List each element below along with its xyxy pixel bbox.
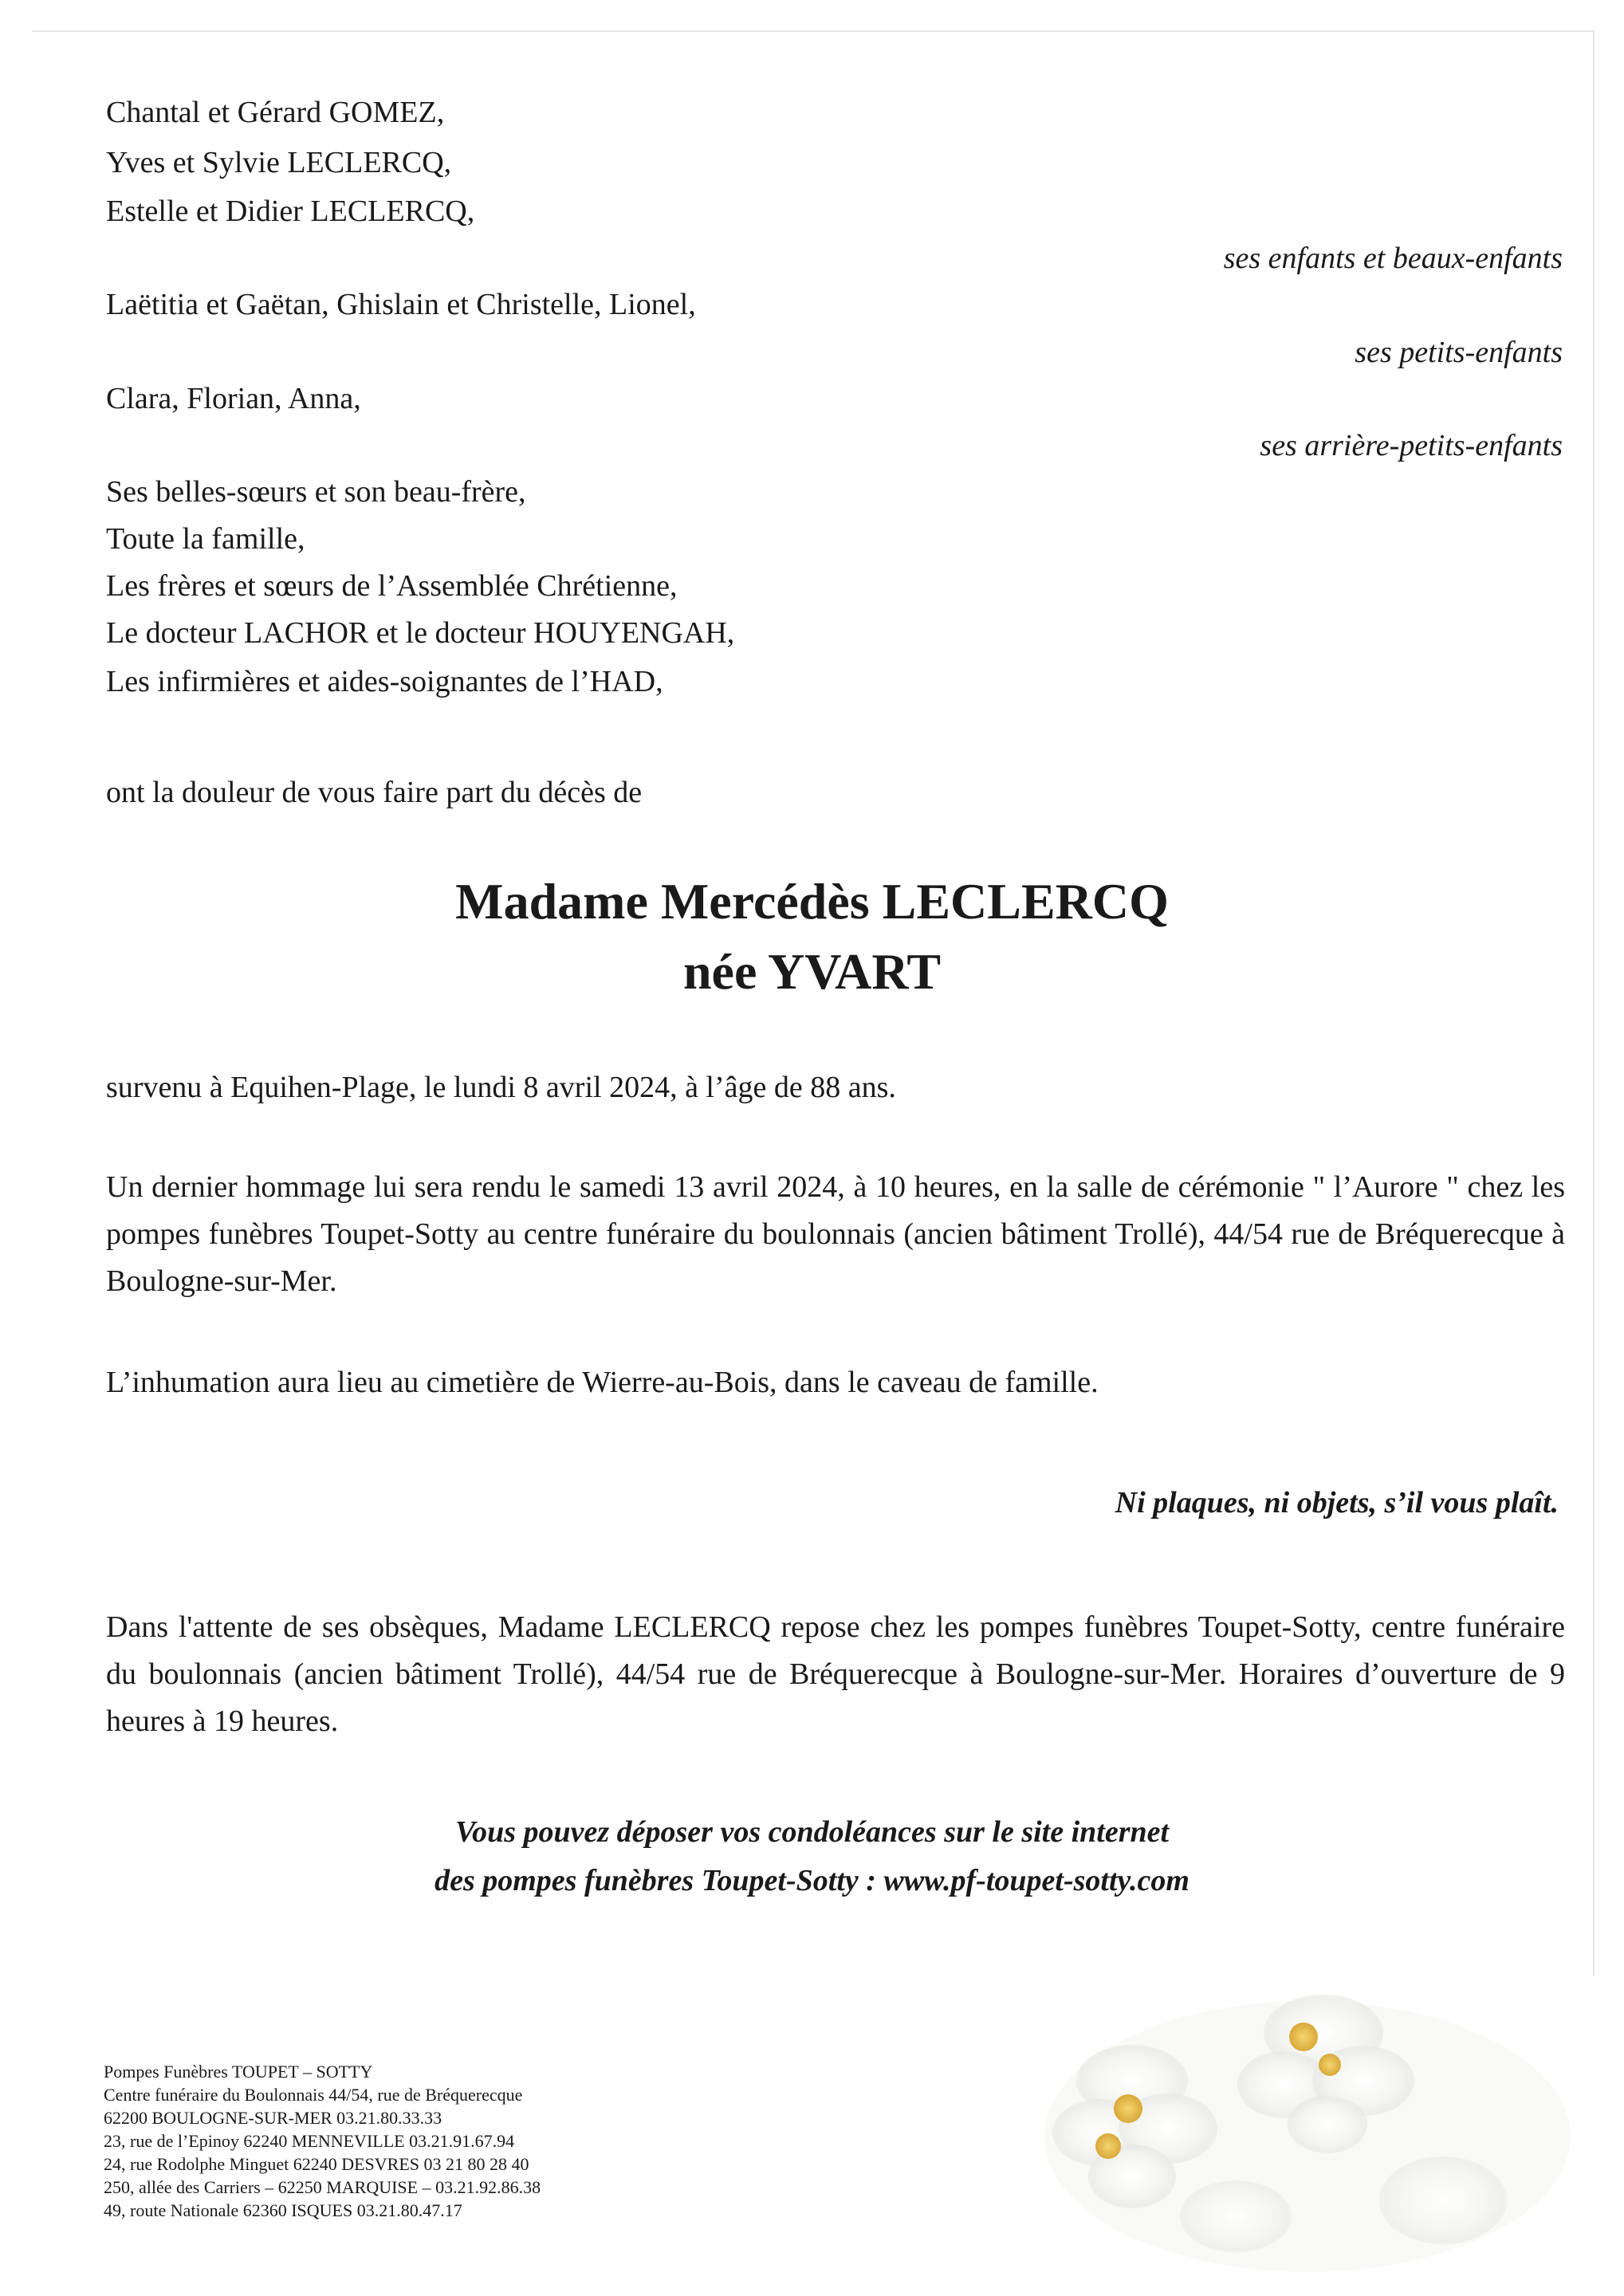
family-name-2: Yves et Sylvie LECLERCQ, bbox=[106, 146, 452, 179]
footer-line-3: 62200 BOULOGNE-SUR-MER 03.21.80.33.33 bbox=[104, 2108, 442, 2128]
others-2: Toute la famille, bbox=[106, 522, 305, 556]
others-3: Les frères et sœurs de l’Assemblée Chrétienne, bbox=[106, 569, 678, 603]
footer-line-5: 24, rue Rodolphe Minguet 62240 DESVRES 03 21 80 28 40 bbox=[104, 2154, 529, 2174]
others-1: Ses belles-sœurs et son beau-frère, bbox=[106, 475, 526, 509]
others-5: Les infirmières et aides-soignantes de l’HAD, bbox=[106, 665, 663, 698]
condolences-line-2: des pompes funèbres Toupet-Sotty : www.pf-toupet-sotty.com bbox=[435, 1864, 1189, 1897]
role-grandchildren: ses petits-enfants bbox=[1355, 336, 1563, 369]
footer-line-1: Pompes Funèbres TOUPET – SOTTY bbox=[104, 2062, 373, 2082]
death-info: survenu à Equihen-Plage, le lundi 8 avril 2024, à l’âge de 88 ans. bbox=[106, 1071, 896, 1104]
announcement: ont la douleur de vous faire part du décès de bbox=[106, 776, 643, 809]
footer-line-2: Centre funéraire du Boulonnais 44/54, rue de Bréquerecque bbox=[104, 2085, 523, 2105]
burial-info: L’inhumation aura lieu au cimetière de Wierre-au-Bois, dans le caveau de famille. bbox=[106, 1366, 1099, 1399]
family-name-1: Chantal et Gérard GOMEZ, bbox=[106, 96, 445, 129]
orchid-flowers-image bbox=[1028, 1961, 1587, 2280]
footer-line-7: 49, route Nationale 62360 ISQUES 03.21.80.47.17 bbox=[104, 2200, 462, 2220]
frame-line-top bbox=[32, 30, 1595, 32]
role-children: ses enfants et beaux-enfants bbox=[1223, 242, 1563, 275]
deceased-maiden-name: née YVART bbox=[682, 943, 942, 1000]
condolences-line-1: Vous pouvez déposer vos condoléances sur le site internet bbox=[454, 1815, 1170, 1849]
footer-line-6: 250, allée des Carriers – 62250 MARQUISE – 03.21.92.86.38 bbox=[104, 2177, 541, 2197]
footer-line-4: 23, rue de l’Epinoy 62240 MENNEVILLE 03.21.91.67.94 bbox=[104, 2131, 515, 2151]
grandchildren: Laëtitia et Gaëtan, Ghislain et Christelle, Lionel, bbox=[106, 288, 696, 321]
role-great-grandchildren: ses arrière-petits-enfants bbox=[1260, 429, 1563, 462]
ceremony-paragraph: Un dernier hommage lui sera rendu le samedi 13 avril 2024, à 10 heures, en la salle de cérémonie " l’Aurore " chez les pompes funèbres Toupet-Sotty au centre funéraire du boulonnais (ancien bâtiment Trollé), 44/54 rue de Bréquerecque à Boulogne-sur-Mer. bbox=[106, 1170, 1565, 1298]
deceased-name: Madame Mercédès LECLERCQ bbox=[455, 873, 1169, 930]
others-4: Le docteur LACHOR et le docteur HOUYENGAH, bbox=[106, 616, 735, 650]
resting-paragraph: Dans l'attente de ses obsèques, Madame LECLERCQ repose chez les pompes funèbres Toupet-Sotty, centre funéraire du boulonnais (ancien bâtiment Trollé), 44/54 rue de Bréquerecque à Boulogne-sur-Mer. Horaires d’ouverture de 9 heures à 19 heures. bbox=[106, 1610, 1565, 1738]
great-grandchildren: Clara, Florian, Anna, bbox=[106, 382, 361, 415]
family-name-3: Estelle et Didier LECLERCQ, bbox=[106, 195, 475, 228]
no-plaques-request: Ni plaques, ni objets, s’il vous plaît. bbox=[1115, 1486, 1559, 1520]
